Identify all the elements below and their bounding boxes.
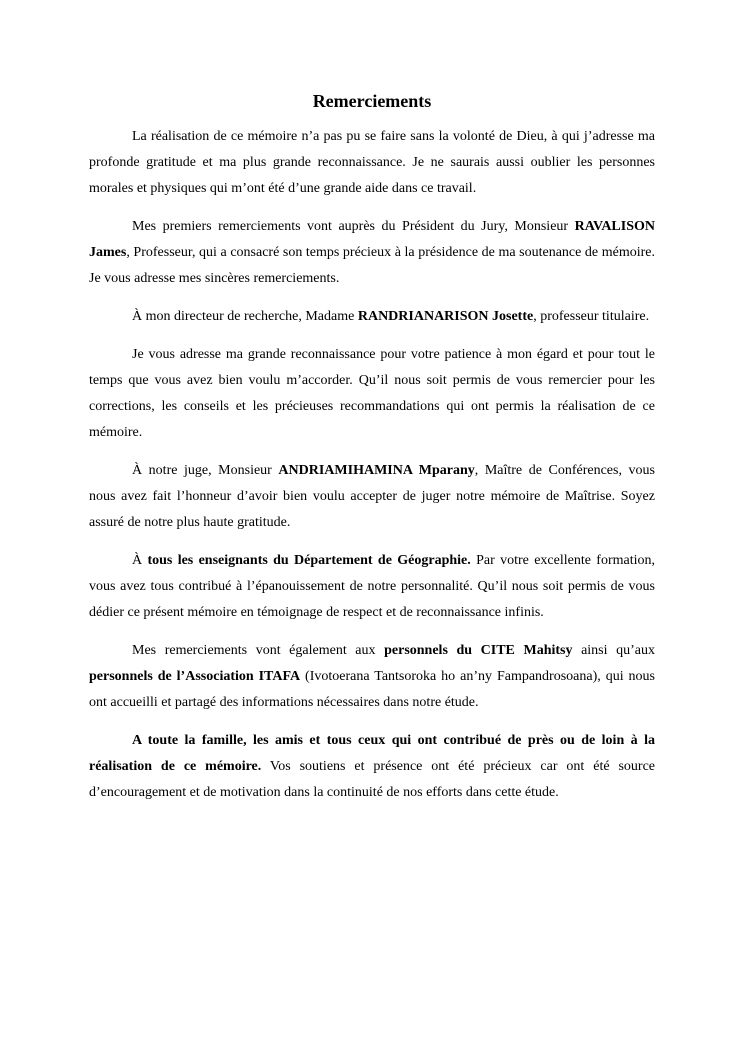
paragraph-4: [89, 342, 655, 446]
text-run: , Professeur, qui a consacré son temps précieux à la présidence de ma soutenance de mémoire. Je vous adresse mes sincères remerciements.: [89, 245, 655, 286]
bold-text-run: RAVALISON James: [89, 219, 655, 260]
text-run: Mes remerciements vont également aux: [132, 643, 385, 658]
text-run: À mon directeur de recherche, Madame: [132, 309, 358, 324]
bold-text-run: A toute la famille, les amis et tous ceux qui ont contribué de près ou de loin à la réalisation de ce mémoire.: [89, 733, 655, 774]
paragraph-7: [89, 638, 655, 716]
text-run: (Ivotoerana Tantsoroka ho an’ny Fampandrosoana), qui nous ont accueilli et partagé des informations nécessaires dans notre étude.: [89, 669, 655, 710]
text-run: À notre juge, Monsieur: [132, 463, 279, 478]
text-run: Vos soutiens et présence ont été précieux car ont été source d’encouragement et de motivation dans la continuité de nos efforts dans cette étude.: [89, 759, 655, 800]
bold-text-run: RANDRIANARISON Josette: [357, 309, 534, 324]
paragraph-6: [89, 548, 655, 626]
text-run: À: [132, 553, 148, 568]
text-run: La réalisation de ce mémoire n’a pas pu se faire sans la volonté de Dieu, à qui j’adresse ma profonde gratitude et ma plus grande reconnaissance. Je ne saurais aussi oublier les personnes morales et physiques qui m’ont été d’une grande aide dans ce travail.: [89, 129, 655, 196]
paragraph-2: [89, 214, 655, 292]
paragraph-5: [89, 458, 655, 536]
bold-text-run: ANDRIAMIHAMINA Mparany: [278, 463, 475, 478]
text-run: Je vous adresse ma grande reconnaissance pour votre patience à mon égard et pour tout le temps que vous avez bien voulu m’accorder. Qu’il nous soit permis de vous remercier pour les corrections, les conseils et les précieuses recommandations qui ont permis la réalisation de ce mémoire.: [89, 347, 655, 440]
paragraph-1: [89, 124, 655, 202]
text-run: Mes premiers remerciements vont auprès du Président du Jury, Monsieur: [132, 219, 575, 234]
text-run: , professeur titulaire.: [533, 309, 650, 324]
bold-text-run: personnels de l’Association ITAFA: [89, 669, 301, 684]
paragraph-3: [89, 304, 655, 330]
page-title: Remerciements: [312, 91, 432, 111]
bold-text-run: personnels du CITE Mahitsy: [384, 643, 573, 658]
document-page: [89, 88, 655, 818]
paragraph-8: [89, 728, 655, 806]
text-run: , Maître de Conférences, vous nous avez fait l’honneur d’avoir bien voulu accepter de juger notre mémoire de Maîtrise. Soyez assuré de notre plus haute gratitude.: [89, 463, 655, 530]
bold-text-run: tous les enseignants du Département de Géographie.: [147, 553, 471, 568]
document-body: [89, 124, 655, 806]
text-run: Par votre excellente formation, vous avez tous contribué à l’épanouissement de notre personnalité. Qu’il nous soit permis de vous dédier ce présent mémoire en témoignage de respect et de reconnaissance infinis.: [89, 553, 655, 620]
text-run: ainsi qu’aux: [572, 643, 655, 658]
